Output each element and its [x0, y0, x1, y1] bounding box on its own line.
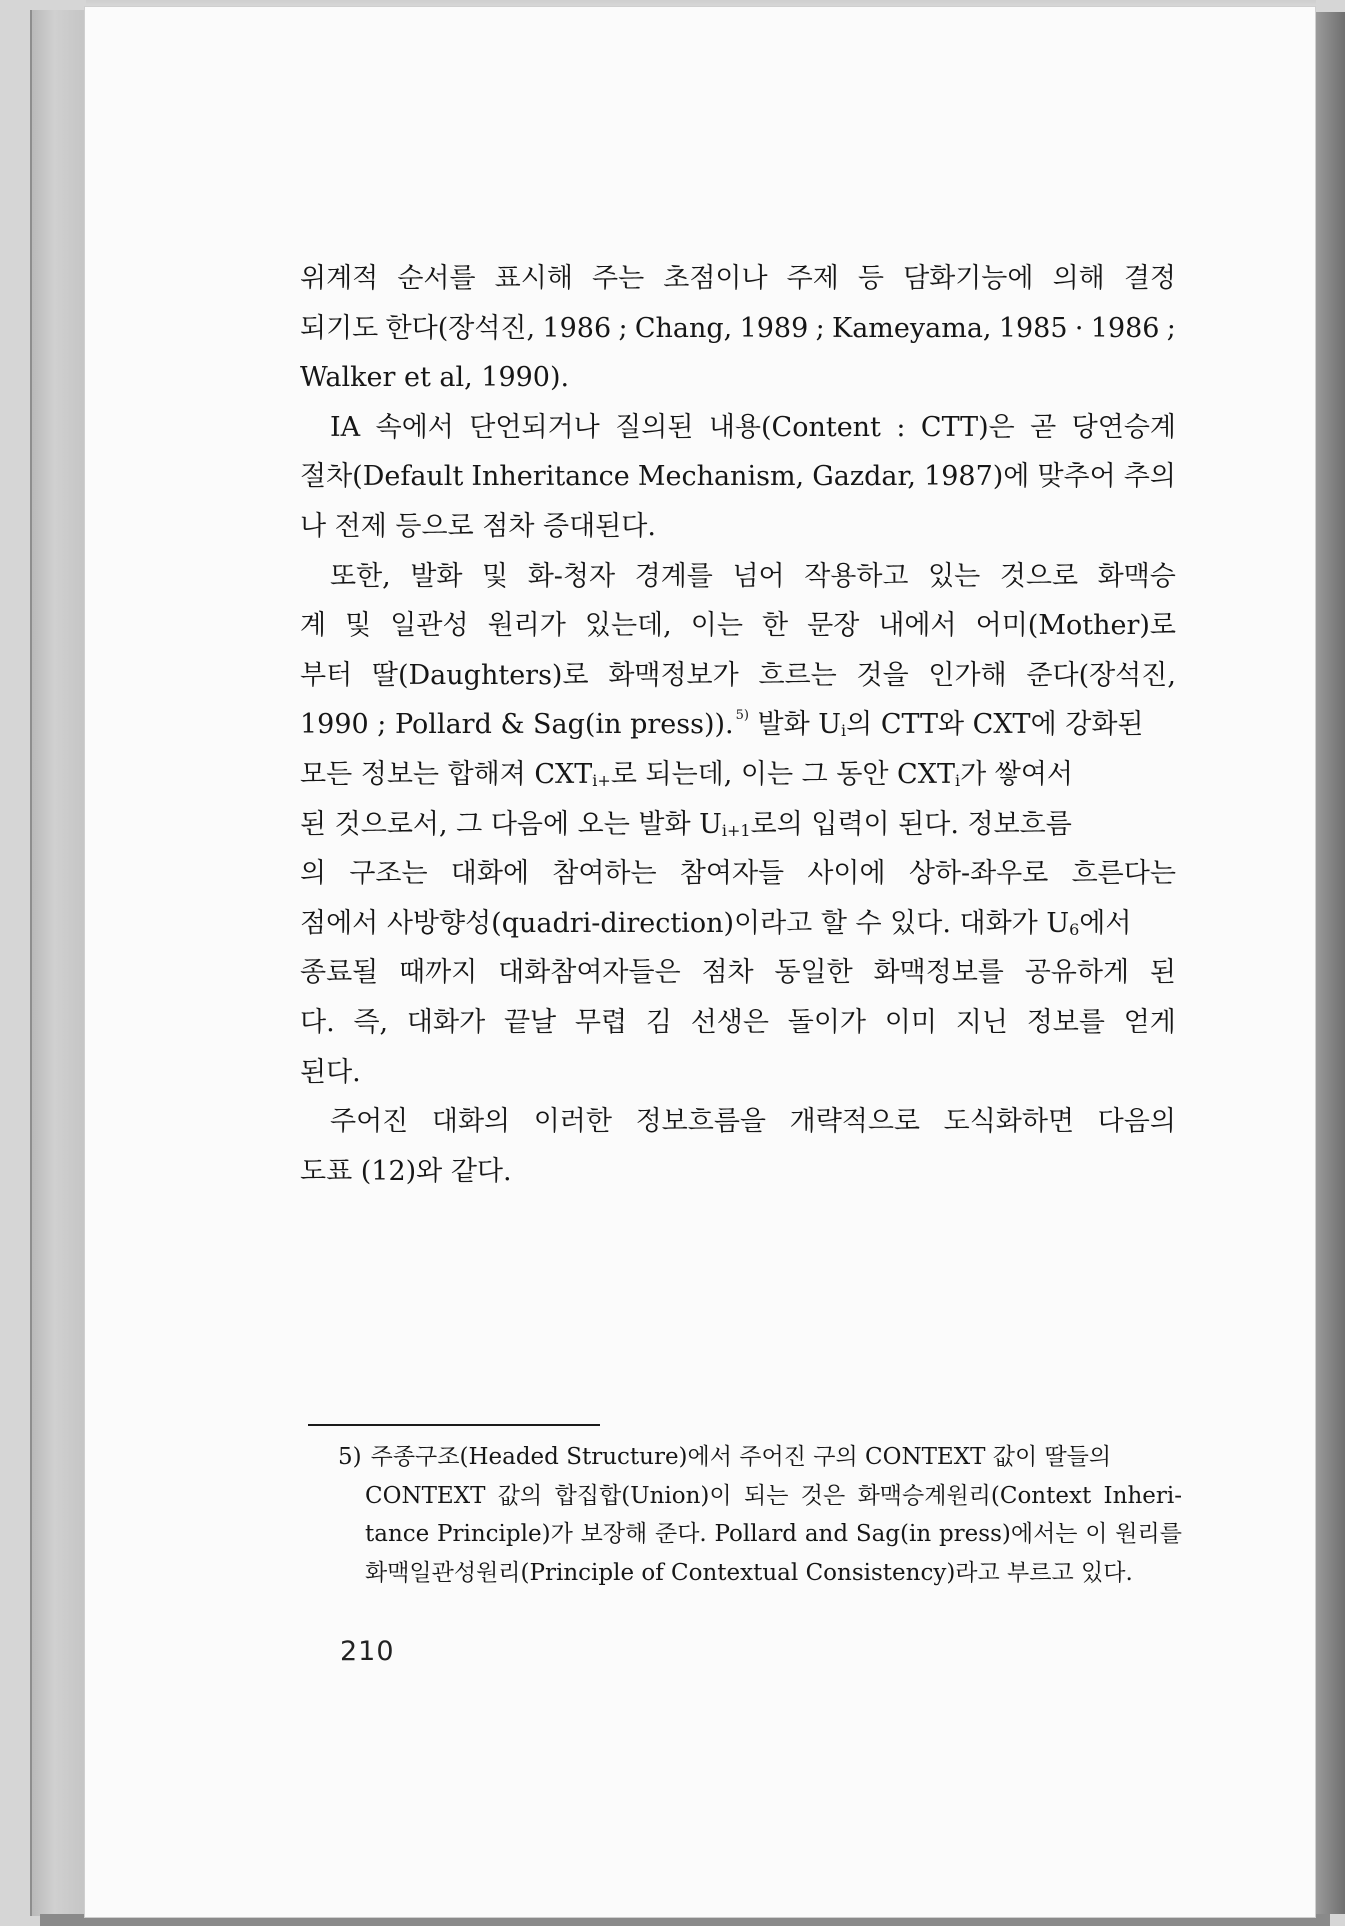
- text-line: 의 구조는 대화에 참여하는 참여자들 사이에 상하-좌우로 흐른다는: [300, 858, 1176, 890]
- book-spine-edge: [30, 10, 88, 1916]
- footnote: [338, 1438, 1182, 1592]
- text-line: 계 및 일관성 원리가 있는데, 이는 한 문장 내에서 어미(Mother)로: [300, 610, 1176, 642]
- subscript: i: [954, 770, 961, 790]
- text-line: 나 전제 등으로 점차 증대된다.: [300, 510, 656, 542]
- footnote-line: CONTEXT 값의 합집합(Union)이 되는 것은 화맥승계원리(Context Inheri-: [365, 1482, 1182, 1509]
- subscript: i+1: [721, 820, 751, 840]
- footnote-marker: 5): [338, 1444, 362, 1470]
- text-line: 도표 (12)와 같다.: [300, 1155, 512, 1187]
- text-line: 된다.: [300, 1056, 361, 1088]
- text-line: 절차(Default Inheritance Mechanism, Gazdar, 1987)에 맞추어 추의: [300, 461, 1176, 493]
- text-line: 되기도 한다(장석진, 1986 ; Chang, 1989 ; Kameyama, 1985 · 1986 ;: [300, 312, 1176, 344]
- footnote-line: 화맥일관성원리(Principle of Contextual Consistency)라고 부르고 있다.: [365, 1559, 1133, 1586]
- text-line: [300, 750, 1176, 800]
- body-text: [300, 254, 1176, 1196]
- book-page-edge: [1315, 12, 1345, 1914]
- footnote-text: 주종구조(Headed Structure)에서 주어진 구의 CONTEXT 값이 딸들의: [370, 1444, 1112, 1470]
- text-line: Walker et al, 1990).: [300, 362, 570, 394]
- footnote-reference[interactable]: 5): [735, 708, 749, 724]
- subscript: i: [841, 721, 847, 741]
- footnote-divider: [308, 1424, 600, 1426]
- subscript: i+: [592, 770, 611, 790]
- text-line: 위계적 순서를 표시해 주는 초점이나 주제 등 담화기능에 의해 결정: [300, 263, 1176, 294]
- footnote-line: tance Principle)가 보장해 준다. Pollard and Sag(in press)에서는 이 원리를: [365, 1521, 1182, 1548]
- footnote-line: [338, 1438, 1182, 1477]
- page-number: 210: [340, 1636, 395, 1667]
- text-line: IA 속에서 단언되거나 질의된 내용(Content : CTT)은 곧 당연승계: [330, 411, 1176, 443]
- text-line: [300, 700, 1176, 750]
- text-fragment: 된 것으로서, 그 다음에 오는 발화 $U_{i+1}$로의 입력이 된다. 정보흐름: [300, 808, 1072, 840]
- text-fragment: 점에서 사방향성(quadri-direction)이라고 할 수 있다. 대화가 $U_6$에서: [300, 907, 1132, 939]
- text-fragment: 모든 정보는 합해져 $CXT_{i+}$로 되는데, 이는 그 동안 $CXT_i$가 쌓여서: [300, 758, 1073, 790]
- text-line: [300, 800, 1176, 850]
- text-line: [300, 899, 1176, 949]
- subscript: 6: [1069, 919, 1080, 939]
- text-line: 종료될 때까지 대화참여자들은 점차 동일한 화맥정보를 공유하게 된: [300, 957, 1176, 989]
- text-line: 부터 딸(Daughters)로 화맥정보가 흐르는 것을 인가해 준다(장석진,: [300, 659, 1176, 691]
- text-fragment: 1990 ; Pollard & Sag(in press)). $^{5)}$ 발화 $U_i$의 CTT와 CXT에 강화된: [300, 708, 1144, 741]
- text-line: 또한, 발화 및 화-청자 경계를 넘어 작용하고 있는 것으로 화맥승: [330, 560, 1176, 592]
- text-line: 다. 즉, 대화가 끝날 무렵 김 선생은 돌이가 이미 지닌 정보를 얻게: [300, 1006, 1176, 1038]
- text-line: 주어진 대화의 이러한 정보흐름을 개략적으로 도식화하면 다음의: [330, 1106, 1176, 1138]
